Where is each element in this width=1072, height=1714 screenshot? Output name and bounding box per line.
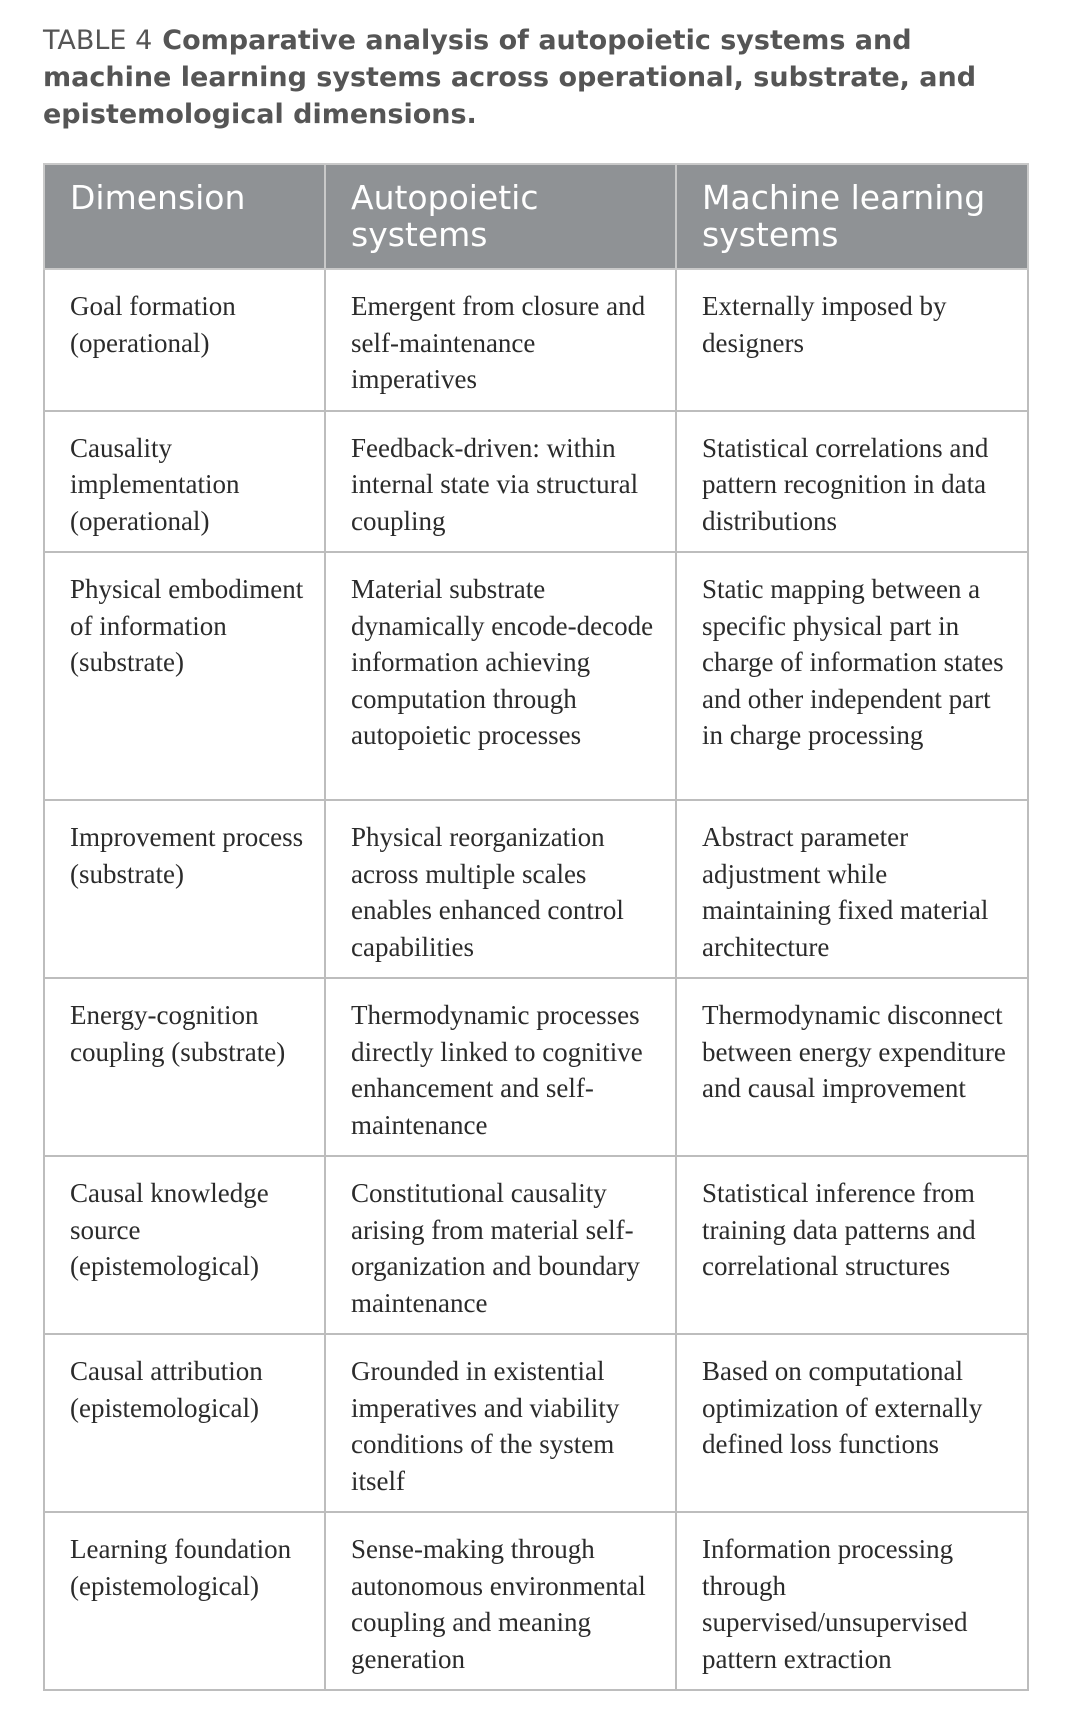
cell-dimension: Learning foundation (epistemological) [44,1512,325,1690]
cell-autopoietic: Emergent from closure and self-maintenance imperatives [325,269,676,411]
header-dimension: Dimension [44,164,325,269]
cell-machine-learning: Static mapping between a specific physical part in charge of information states and other independent part in charge processing [676,552,1028,800]
comparison-table [43,163,1029,1691]
cell-autopoietic: Constitutional causality arising from material self-organization and boundary maintenance [325,1156,676,1334]
cell-dimension: Goal formation (operational) [44,269,325,411]
table-body [44,269,1028,1690]
cell-autopoietic: Thermodynamic processes directly linked to cognitive enhancement and self-maintenance [325,978,676,1156]
cell-dimension: Causal attribution (epistemological) [44,1334,325,1512]
table-row [44,552,1028,800]
header-autopoietic-systems: Autopoietic systems [325,164,676,269]
cell-machine-learning: Thermodynamic disconnect between energy expenditure and causal improvement [676,978,1028,1156]
cell-dimension: Physical embodiment of information (substrate) [44,552,325,800]
table-title: Comparative analysis of autopoietic systems and machine learning systems across operational, substrate, and epistemological dimensions. [43,25,977,130]
table-caption [43,22,1043,133]
table-label: TABLE 4 [43,25,153,56]
table-row [44,1334,1028,1512]
table-row [44,269,1028,411]
cell-autopoietic: Sense-making through autonomous environmental coupling and meaning generation [325,1512,676,1690]
table-row [44,1156,1028,1334]
table-row [44,978,1028,1156]
cell-machine-learning: Based on computational optimization of externally defined loss functions [676,1334,1028,1512]
cell-machine-learning: Abstract parameter adjustment while maintaining fixed material architecture [676,800,1028,978]
cell-autopoietic: Material substrate dynamically encode-decode information achieving computation through autopoietic processes [325,552,676,800]
cell-autopoietic: Grounded in existential imperatives and viability conditions of the system itself [325,1334,676,1512]
cell-dimension: Improvement process (substrate) [44,800,325,978]
table-header [44,164,1028,269]
cell-autopoietic: Physical reorganization across multiple scales enables enhanced control capabilities [325,800,676,978]
table-row [44,1512,1028,1690]
cell-dimension: Energy-cognition coupling (substrate) [44,978,325,1156]
cell-machine-learning: Statistical correlations and pattern recognition in data distributions [676,411,1028,553]
cell-machine-learning: Externally imposed by designers [676,269,1028,411]
header-machine-learning-systems: Machine learning systems [676,164,1028,269]
header-row [44,164,1028,269]
cell-machine-learning: Information processing through supervised/unsupervised pattern extraction [676,1512,1028,1690]
table-row [44,800,1028,978]
cell-dimension: Causal knowledge source (epistemological) [44,1156,325,1334]
cell-dimension: Causality implementation (operational) [44,411,325,553]
table-row [44,411,1028,553]
cell-autopoietic: Feedback-driven: within internal state via structural coupling [325,411,676,553]
cell-machine-learning: Statistical inference from training data patterns and correlational structures [676,1156,1028,1334]
